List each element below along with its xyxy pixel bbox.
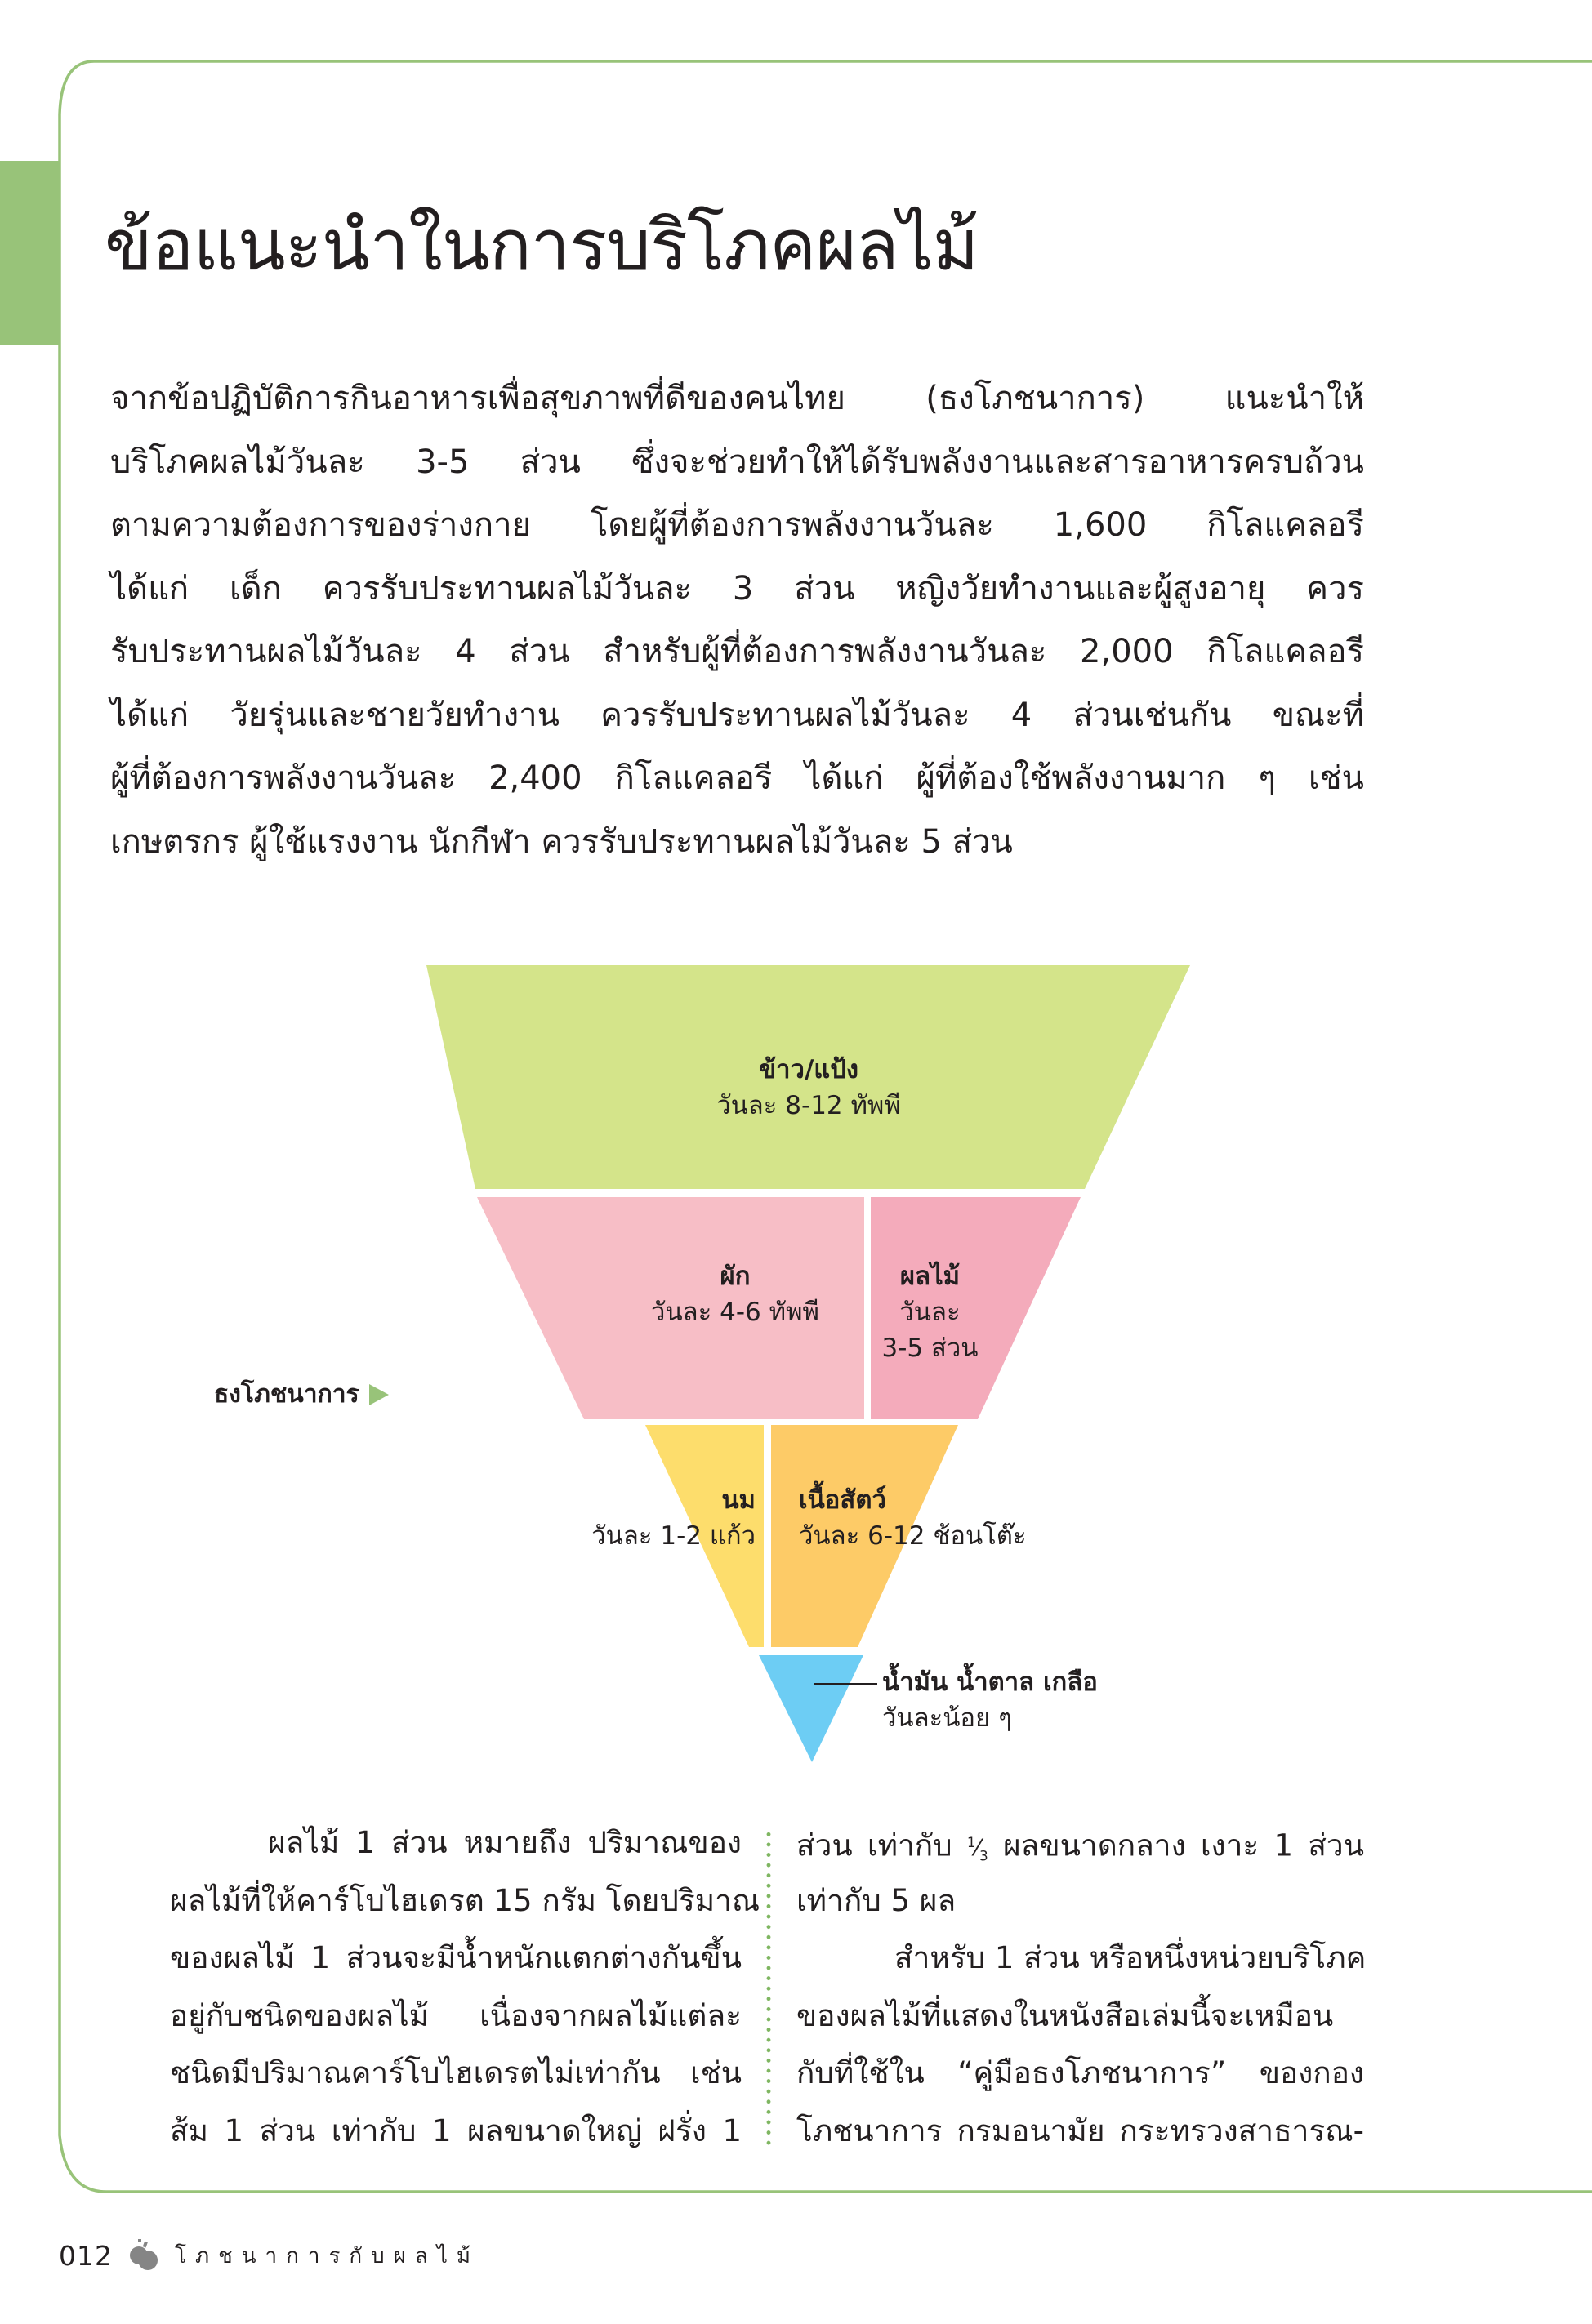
body-line: ผลไม้ที่ให้คาร์โบไฮเดรต 15 กรัม โดยปริมาณ: [170, 1882, 760, 1918]
page-number: 012: [59, 2239, 113, 2272]
intro-line: ได้แก่ วัยรุ่นและชายวัยทำงาน ควรรับประทานผลไม้วันละ 4 ส่วนเช่นกัน ขณะที่: [110, 696, 1364, 734]
body-line: โภชนาการ กรมอนามัย กระทรวงสาธารณ-: [796, 2113, 1364, 2148]
label-oil-sugar-salt: น้ำมัน น้ำตาล เกลือ วันละน้อย ๆ: [882, 1667, 1098, 1733]
tier-oil-sugar-salt: [759, 1655, 863, 1762]
diagram-caption-text: ธงโภชนาการ: [214, 1380, 359, 1409]
fraction-one-third: $^1⁄_3$: [966, 1834, 988, 1864]
page-title: ข้อแนะนำในการบริโภคผลไม้: [105, 204, 979, 287]
intro-line: บริโภคผลไม้วันละ 3-5 ส่วน ซึ่งจะช่วยทำให้ได้รับพลังงานและสารอาหารครบถ้วน: [110, 443, 1364, 481]
body-line: ของผลไม้ที่แสดงในหนังสือเล่มนี้จะเหมือน: [796, 1997, 1334, 2033]
triangle-right-icon: [369, 1384, 389, 1405]
intro-line: เกษตรกร ผู้ใช้แรงงาน นักกีฬา ควรรับประทานผลไม้วันละ 5 ส่วน: [110, 822, 1013, 861]
intro-line: ได้แก่ เด็ก ควรรับประทานผลไม้วันละ 3 ส่วน หญิงวัยทำงานและผู้สูงอายุ ควร: [110, 569, 1364, 608]
body-line: ส้ม 1 ส่วน เท่ากับ 1 ผลขนาดใหญ่ ฝรั่ง 1: [170, 2113, 742, 2148]
body-line: สำหรับ 1 ส่วน หรือหนึ่งหน่วยบริโภค: [894, 1940, 1367, 1975]
body-line: ชนิดมีปริมาณคาร์โบไฮเดรตไม่เท่ากัน เช่น: [170, 2055, 742, 2090]
body-line: ส่วน เท่ากับ $^1⁄_3$ ผลขนาดกลาง เงาะ 1 ส่วน: [796, 1828, 1364, 1864]
intro-line: ผู้ที่ต้องการพลังงานวันละ 2,400 กิโลแคลอรี ได้แก่ ผู้ที่ต้องใช้พลังงานมาก ๆ เช่น: [110, 759, 1364, 797]
label-rice-starch: ข้าว/แป้ง วันละ 8-12 ทัพพี: [716, 1055, 901, 1120]
column-divider-dotted: [766, 1829, 771, 2148]
body-line: เท่ากับ 5 ผล: [796, 1882, 957, 1918]
intro-line: รับประทานผลไม้วันละ 4 ส่วน สำหรับผู้ที่ต้องการพลังงานวันละ 2,000 กิโลแคลอรี: [110, 633, 1364, 670]
body-column-right: [796, 1814, 1367, 2160]
body-line: กับที่ใช้ใน “คู่มือธงโภชนาการ” ของกอง: [796, 2055, 1364, 2090]
intro-line: จากข้อปฏิบัติการกินอาหารเพื่อสุขภาพที่ดีของคนไทย (ธงโภชนาการ) แนะนำให้: [110, 380, 1364, 417]
intro-line: ตามความต้องการของร่างกาย โดยผู้ที่ต้องการพลังงานวันละ 1,600 กิโลแคลอรี: [110, 506, 1364, 544]
fruit-icon: [127, 2237, 160, 2273]
label-meat: เนื้อสัตว์ วันละ 6-12 ช้อนโต๊ะ: [799, 1485, 1027, 1551]
body-line: ของผลไม้ 1 ส่วนจะมีน้ำหนักแตกต่างกันขึ้น: [170, 1940, 742, 1975]
body-column-left: [170, 1814, 760, 2160]
label-milk: นม วันละ 1-2 แก้ว: [591, 1485, 756, 1551]
body-line: อยู่กับชนิดของผลไม้ เนื่องจากผลไม้แต่ละ: [170, 1997, 742, 2033]
book-title: โภชนาการกับผลไม้: [175, 2243, 480, 2268]
diagram-caption: [214, 1375, 389, 1414]
body-line: ผลไม้ 1 ส่วน หมายถึง ปริมาณของ: [268, 1825, 742, 1860]
label-vegetables: ผัก วันละ 4-6 ทัพพี: [651, 1262, 819, 1327]
label-fruits: ผลไม้ วันละ 3-5 ส่วน: [881, 1262, 979, 1363]
page-footer: [59, 2237, 479, 2273]
